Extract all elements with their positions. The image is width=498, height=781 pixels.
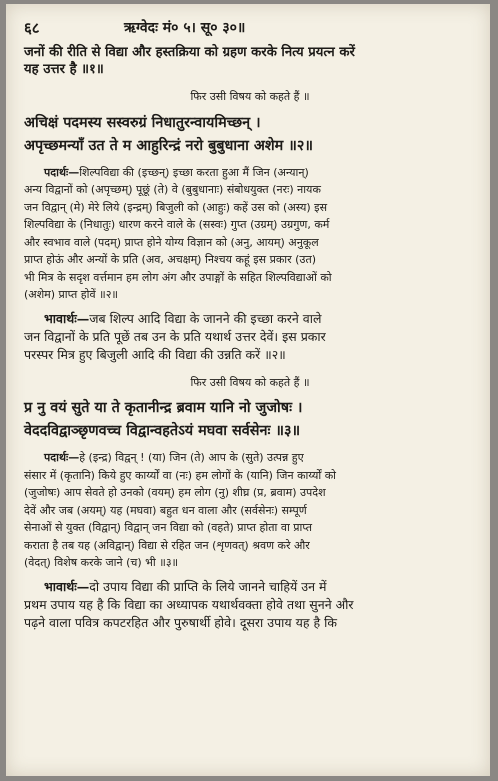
bhavarth-label: भावार्थः— bbox=[44, 578, 90, 594]
bhavarth-line: दो उपाय विद्या की प्राप्ति के लिये जानने चाहियें उन में bbox=[89, 578, 327, 594]
padarth-line: शिल्पविद्या के (निधातुः) धारण करने वाले के (सस्वः) गुप्त (उग्रम्) उग्रगुण, कर्म bbox=[24, 218, 330, 231]
mantra-line: अचिक्षं पदमस्य सस्वरुग्रं निधातुरन्वायमिच्छन् । bbox=[24, 114, 261, 131]
padarth-line: अन्य विद्वानों को (अपृच्छम्) पूछूं (ते) वे (बुबुधानाः) संबोधयुक्त (नरः) नायक bbox=[24, 183, 321, 196]
padarth-line: देवें और जब (अयम्) यह (मघवा) बहुत धन वाला और (सर्वसेनः) सम्पूर्ण bbox=[24, 503, 307, 517]
bhavarth-line: जब शिल्प आदि विद्या के जानने की इच्छा करने वाले bbox=[89, 310, 322, 326]
bhavarth-label: भावार्थः— bbox=[44, 310, 90, 326]
mantra-verse bbox=[24, 112, 476, 158]
mantra-line: वेददविद्वाञ्छृणवच्च विद्वान्वहतेऽयं मघवा सर्वसेनः ॥३॥ bbox=[24, 423, 301, 439]
bhavarth-line: पढ़ने वाला पवित्र कपटरहित और पुरुषार्थी होवे। दूसरा उपाय यह है कि bbox=[24, 614, 337, 630]
mantra-verse bbox=[24, 397, 476, 443]
padarth-paragraph bbox=[24, 449, 476, 572]
padarth-line: और स्वभाव वाले (पदम्) प्राप्त होने योग्य विज्ञान को (अनु, आयम्) अनुकूल bbox=[24, 235, 319, 249]
padarth-line: (अशेम) प्राप्त होवें ॥२॥ bbox=[24, 288, 119, 301]
padarth-label: पदार्थः— bbox=[44, 165, 80, 179]
padarth-line: शिल्पविद्या की (इच्छन्) इच्छा करता हुआ मैं जिन (अन्यान्) bbox=[79, 165, 309, 179]
book-page bbox=[6, 4, 490, 776]
bhavarth-line: जन विद्वानों के प्रति पूछें तब उन के प्रति यथार्थ उत्तर देवें। इस प्रकार bbox=[24, 328, 326, 344]
padarth-line: (वेदत्) विशेष करके जाने (च) भी ॥३॥ bbox=[24, 556, 179, 569]
carry-over-text bbox=[24, 44, 476, 78]
carry-over-line: यह उत्तर है ॥१॥ bbox=[24, 62, 104, 77]
bhavarth-line: परस्पर मित्र हुए बिजुली आदि की विद्या की उन्नति करें ॥२॥ bbox=[24, 346, 286, 362]
running-head: ऋग्वेदः मं० ५। सू० ३०॥ bbox=[124, 20, 246, 36]
padarth-paragraph bbox=[24, 164, 476, 304]
padarth-line: कराता है तब यह (अविद्वान्) विद्या से रहित जन (शृणवत्) श्रवण करे और bbox=[24, 538, 310, 552]
bhavarth-line: प्रथम उपाय यह है कि विद्या का अध्यापक यथार्थवक्ता होवे तथा सुनने और bbox=[24, 596, 354, 612]
carry-over-line: जनों की रीति से विद्या और हस्तक्रिया को ग्रहण करके नित्य प्रयत्न करें bbox=[24, 45, 355, 60]
padarth-line: (जुजोषः) आप सेवते हो उनको (वयम्) हम लोग (नु) शीघ्र (प्र, ब्रवाम) उपदेश bbox=[24, 486, 326, 499]
page-header bbox=[24, 14, 474, 40]
bhavarth-paragraph bbox=[24, 310, 476, 364]
mantra-line: प्र नु वयं सुते या ते कृतानीन्द्र ब्रवाम यानि नो जुजोषः । bbox=[24, 400, 303, 416]
padarth-label: पदार्थः— bbox=[44, 451, 80, 464]
page-number: ६८ bbox=[24, 19, 40, 37]
padarth-line: भी मित्र के सदृश वर्त्तमान हम लोग अंग और उपाङ्गों के सहित शिल्पविद्याओं को bbox=[24, 270, 332, 284]
bhavarth-paragraph bbox=[24, 578, 476, 632]
padarth-line: प्राप्त होऊं और अन्यों के प्रति (अव, अचक्षम्) निश्चय कहूं इस प्रकार (उत) bbox=[24, 253, 317, 266]
padarth-line: संसार में (कृतानि) किये हुए कार्य्यों वा (नः) हम लोगों के (यानि) जिन कार्य्यों को bbox=[24, 468, 336, 482]
section-intro: फिर उसी विषय को कहते हैं ॥ bbox=[190, 375, 310, 389]
mantra-line: अपृच्छमन्याँ उत ते म आहुरिन्द्रं नरो बुबुधाना अशेम ॥२॥ bbox=[24, 137, 313, 154]
section-intro: फिर उसी विषय को कहते हैं ॥ bbox=[190, 90, 310, 103]
padarth-line: जन विद्वान् (मे) मेरे लिये (इन्द्रम्) बिजुली को (आहुः) कहें उस को (अस्य) इस bbox=[24, 200, 328, 214]
padarth-line: सेनाओं से युक्त (विद्वान्) विद्वान् जन विद्या को (वहते) प्राप्त होता वा प्राप्त bbox=[24, 521, 313, 534]
padarth-line: हे (इन्द्र) विद्वन् ! (या) जिन (ते) आप के (सुते) उत्पन्न हुए bbox=[79, 451, 304, 464]
page-content bbox=[24, 44, 476, 632]
